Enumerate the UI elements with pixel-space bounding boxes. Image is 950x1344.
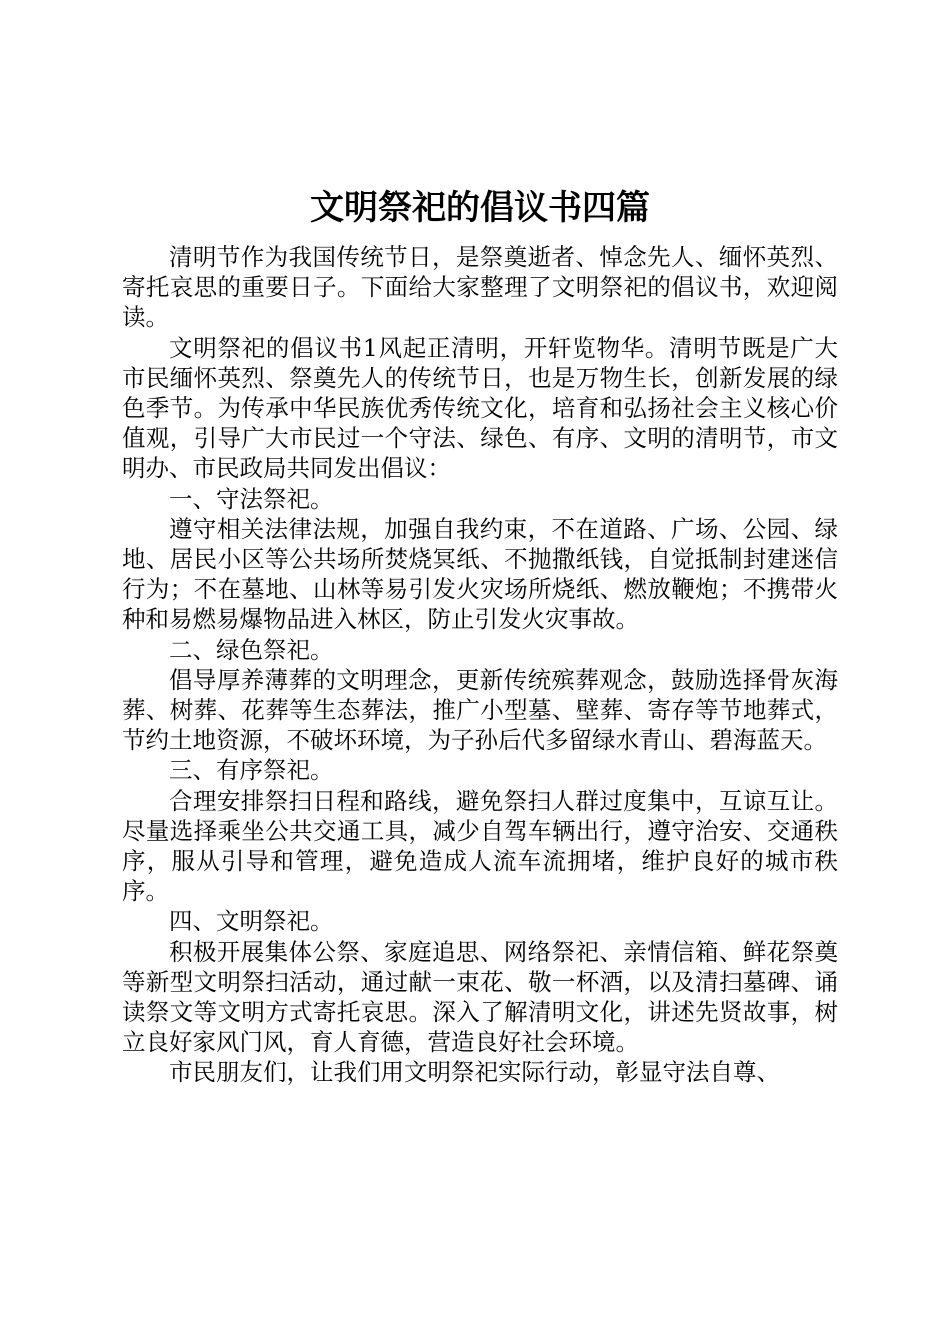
heading-green-worship: 二、绿色祭祀。 [169,635,334,664]
document-page [122,182,838,1088]
heading-orderly-worship: 三、有序祭祀。 [169,756,334,785]
paragraph-lawful-worship: 遵守相关法律法规，加强自我约束，不在道路、广场、公园、绿地、居民小区等公共场所焚烧冥纸、不抛撒纸钱，自觉抵制封建迷信行为；不在墓地、山林等易引发火灾场所烧纸、燃放鞭炮；不携带火种和易燃易爆物品进入林区，防止引发火灾事故。 [122,514,838,634]
paragraph-orderly-worship: 合理安排祭扫日程和路线，避免祭扫人群过度集中，互谅互让。尽量选择乘坐公共交通工具，减少自驾车辆出行，遵守治安、交通秩序，服从引导和管理，避免造成人流车流拥堵，维护良好的城市秩序。 [122,786,838,906]
paragraph-proposal: 文明祭祀的倡议书1风起正清明，开轩览物华。清明节既是广大市民缅怀英烈、祭奠先人的传统节日，也是万物生长，创新发展的绿色季节。为传承中华民族优秀传统文化，培育和弘扬社会主义核心价值观，引导广大市民过一个守法、绿色、有序、文明的清明节，市文明办、市民政局共同发出倡议： [122,333,838,483]
heading-lawful-worship: 一、守法祭祀。 [169,484,334,513]
paragraph-closing: 市民朋友们，让我们用文明祭祀实际行动，彰显守法自尊、 [169,1058,780,1087]
document-title: 文明祭祀的倡议书四篇 [310,188,650,228]
paragraph-civilized-worship: 积极开展集体公祭、家庭追思、网络祭祀、亲情信箱、鲜花祭奠等新型文明祭扫活动，通过献一束花、敬一杯酒，以及清扫墓碑、诵读祭文等文明方式寄托哀思。深入了解清明文化，讲述先贤故事，树立良好家风门风，育人育德，营造良好社会环境。 [122,937,838,1057]
paragraph-intro: 清明节作为我国传统节日，是祭奠逝者、悼念先人、缅怀英烈、寄托哀思的重要日子。下面给大家整理了文明祭祀的倡议书，欢迎阅读。 [122,243,838,332]
paragraph-green-worship: 倡导厚养薄葬的文明理念，更新传统殡葬观念，鼓励选择骨灰海葬、树葬、花葬等生态葬法，推广小型墓、壁葬、寄存等节地葬式，节约土地资源，不破坏环境，为子孙后代多留绿水青山、碧海蓝天。 [122,665,838,755]
heading-civilized-worship: 四、文明祭祀。 [169,907,334,936]
